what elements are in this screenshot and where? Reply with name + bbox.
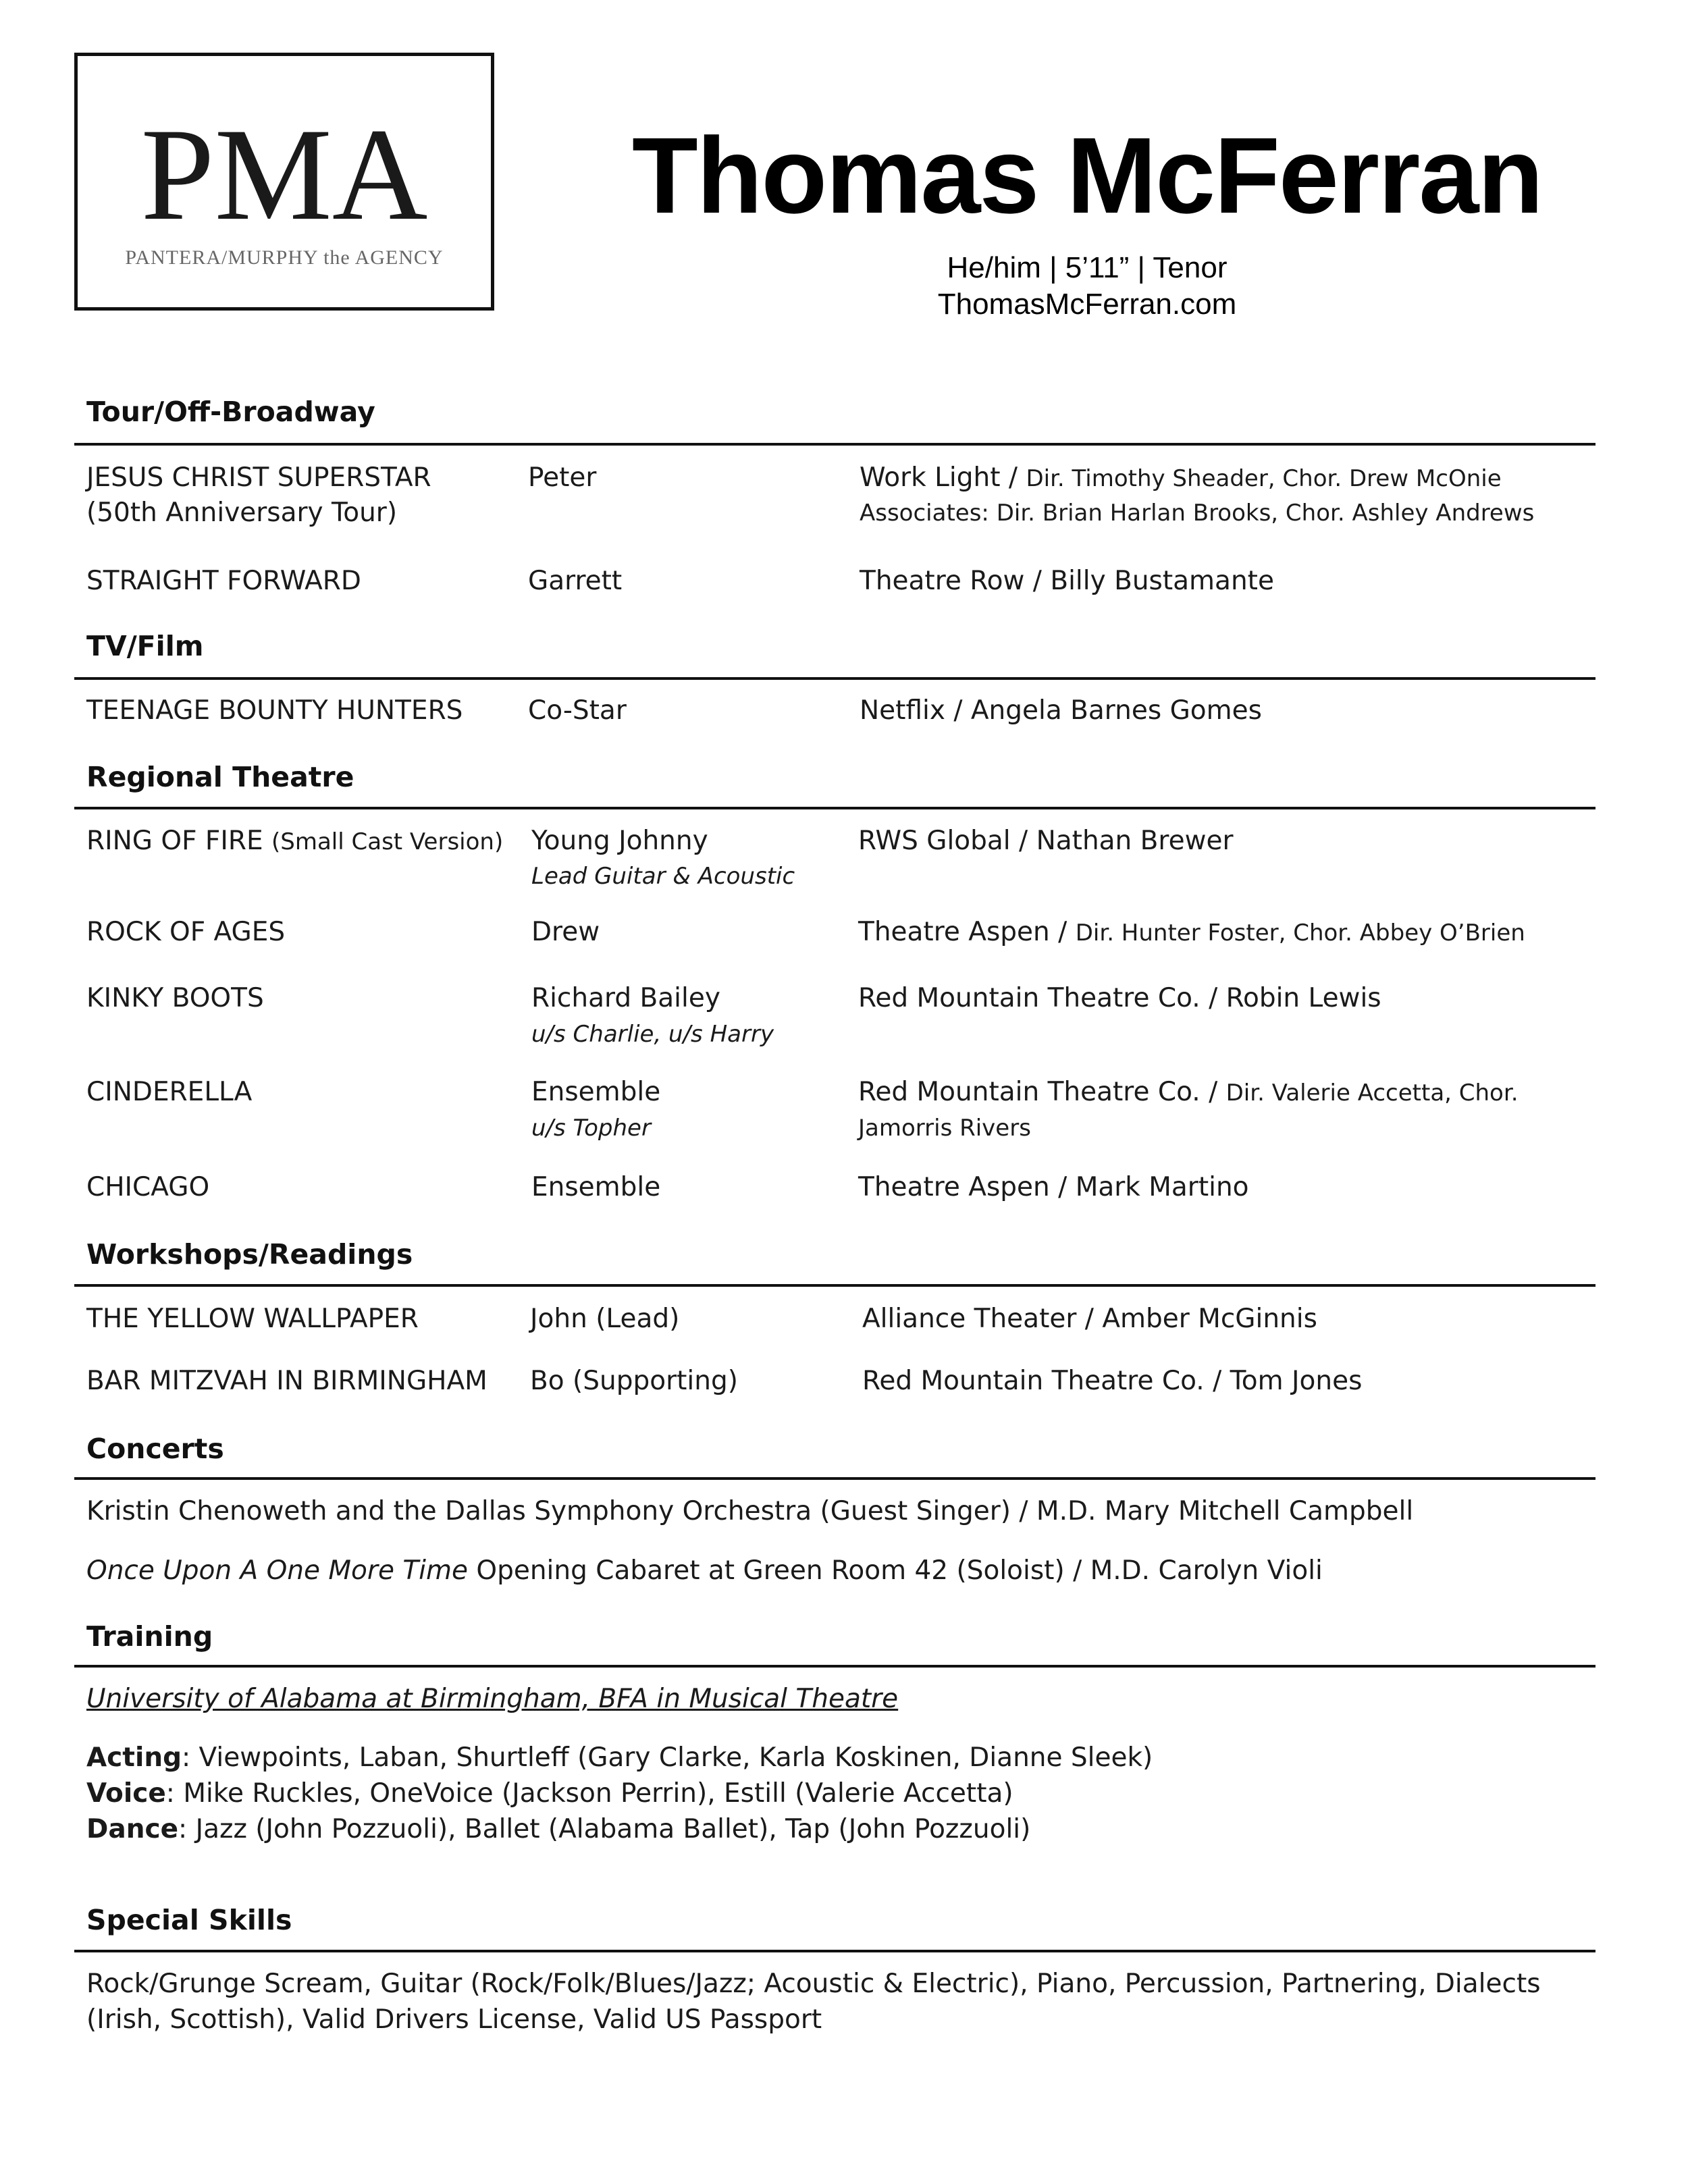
training-detail: : Viewpoints, Laban, Shurtleff (Gary Clarke, Karla Koskinen, Dianne Sleek) — [182, 1742, 1153, 1773]
show-title: CHICAGO — [86, 1172, 210, 1202]
section-title-workshops: Workshops/Readings — [86, 1238, 413, 1271]
show-title: BAR MITZVAH IN BIRMINGHAM — [86, 1366, 487, 1396]
role: Richard Bailey — [531, 983, 720, 1013]
training-detail: : Jazz (John Pozzuoli), Ballet (Alabama Ballet), Tap (John Pozzuoli) — [178, 1814, 1031, 1844]
training-label: Voice — [86, 1778, 166, 1809]
show-title: TEENAGE BOUNTY HUNTERS — [86, 695, 463, 726]
training-school: University of Alabama at Birmingham, BFA in Musical Theatre — [86, 1684, 899, 1714]
training-detail: : Mike Ruckles, OneVoice (Jackson Perrin), Estill (Valerie Accetta) — [165, 1778, 1013, 1809]
role: John (Lead) — [530, 1304, 680, 1334]
show-name: RING OF FIRE — [86, 826, 263, 856]
training-dance — [86, 1812, 1030, 1847]
agency-logo — [74, 53, 494, 311]
role: Ensemble — [531, 1077, 661, 1107]
show-title: CINDERELLA — [86, 1077, 253, 1107]
cabaret-detail: Opening Cabaret at Green Room 42 (Soloist) / M.D. Carolyn Violi — [468, 1555, 1323, 1586]
role: Ensemble — [531, 1172, 661, 1202]
venue-name: Theatre Aspen / — [858, 917, 1067, 947]
role: Young Johnny — [531, 826, 708, 856]
show-note: (Small Cast Version) — [271, 828, 504, 855]
show-title: JESUS CHRIST SUPERSTAR — [86, 462, 431, 493]
section-divider — [74, 807, 1595, 809]
contact-block — [540, 250, 1634, 323]
skills-line: Rock/Grunge Scream, Guitar (Rock/Folk/Blues/Jazz; Acoustic & Electric), Piano, Percussion, Partnering, Dialects — [86, 1969, 1541, 1999]
venue — [858, 1075, 1519, 1111]
section-divider — [74, 677, 1595, 680]
venue: Netflix / Angela Barnes Gomes — [860, 695, 1262, 726]
concert-item — [86, 1553, 1323, 1589]
venue-name: Red Mountain Theatre Co. / — [858, 1077, 1218, 1107]
concert-item: Kristin Chenoweth and the Dallas Symphony Orchestra (Guest Singer) / M.D. Mary Mitchell Campbell — [86, 1496, 1414, 1526]
show-title: KINKY BOOTS — [86, 983, 264, 1013]
section-divider — [74, 1284, 1595, 1287]
section-title-concerts: Concerts — [86, 1433, 224, 1465]
role-note: Lead Guitar & Acoustic — [531, 863, 795, 890]
section-title-special-skills: Special Skills — [86, 1904, 292, 1936]
venue: Red Mountain Theatre Co. / Robin Lewis — [858, 983, 1381, 1013]
actor-details: He/him | 5’11” | Tenor — [947, 251, 1228, 284]
show-title: STRAIGHT FORWARD — [86, 566, 361, 596]
show-title — [86, 824, 503, 859]
training-label: Dance — [86, 1814, 179, 1844]
venue — [860, 460, 1502, 496]
section-title-training: Training — [86, 1620, 213, 1653]
training-label: Acting — [86, 1742, 182, 1773]
venue — [858, 915, 1525, 951]
venue: Theatre Aspen / Mark Martino — [858, 1172, 1249, 1202]
show-subtitle: (50th Anniversary Tour) — [86, 498, 398, 528]
show-title: THE YELLOW WALLPAPER — [86, 1304, 419, 1334]
role-note: u/s Charlie, u/s Harry — [531, 1021, 774, 1048]
role: Co-Star — [528, 695, 627, 726]
section-divider — [74, 1950, 1595, 1952]
section-divider — [74, 443, 1595, 446]
actor-name: Thomas McFerran — [631, 115, 1543, 236]
training-voice — [86, 1776, 1013, 1811]
venue-associates: Associates: Dir. Brian Harlan Brooks, Chor. Ashley Andrews — [860, 500, 1535, 527]
logo-mark: PMA — [140, 101, 428, 248]
section-title-regional: Regional Theatre — [86, 761, 354, 793]
venue: Theatre Row / Billy Bustamante — [860, 566, 1274, 596]
venue-detail: Dir. Hunter Foster, Chor. Abbey O’Brien — [1075, 920, 1525, 947]
show-title: ROCK OF AGES — [86, 917, 286, 947]
section-title-tour: Tour/Off-Broadway — [86, 396, 375, 428]
role: Garrett — [528, 566, 623, 596]
venue: Red Mountain Theatre Co. / Tom Jones — [862, 1366, 1363, 1396]
venue-detail-continued: Jamorris Rivers — [858, 1115, 1031, 1142]
venue-detail: Dir. Timothy Sheader, Chor. Drew McOnie — [1026, 465, 1502, 492]
section-divider — [74, 1665, 1595, 1668]
training-acting — [86, 1740, 1153, 1776]
section-divider — [74, 1477, 1595, 1480]
role-note: u/s Topher — [531, 1115, 651, 1142]
venue: RWS Global / Nathan Brewer — [858, 826, 1234, 856]
role: Bo (Supporting) — [530, 1366, 738, 1396]
logo-agency-name: PANTERA/MURPHY the AGENCY — [125, 246, 444, 269]
venue-name: Work Light / — [860, 462, 1018, 493]
actor-website: ThomasMcFerran.com — [937, 288, 1237, 321]
section-title-tv-film: TV/Film — [86, 630, 204, 662]
skills-line: (Irish, Scottish), Valid Drivers License, Valid US Passport — [86, 2004, 822, 2035]
cabaret-title: Once Upon A One More Time — [86, 1555, 468, 1586]
role: Peter — [528, 462, 597, 493]
role: Drew — [531, 917, 600, 947]
venue-detail: Dir. Valerie Accetta, Chor. — [1225, 1080, 1519, 1107]
venue: Alliance Theater / Amber McGinnis — [862, 1304, 1317, 1334]
